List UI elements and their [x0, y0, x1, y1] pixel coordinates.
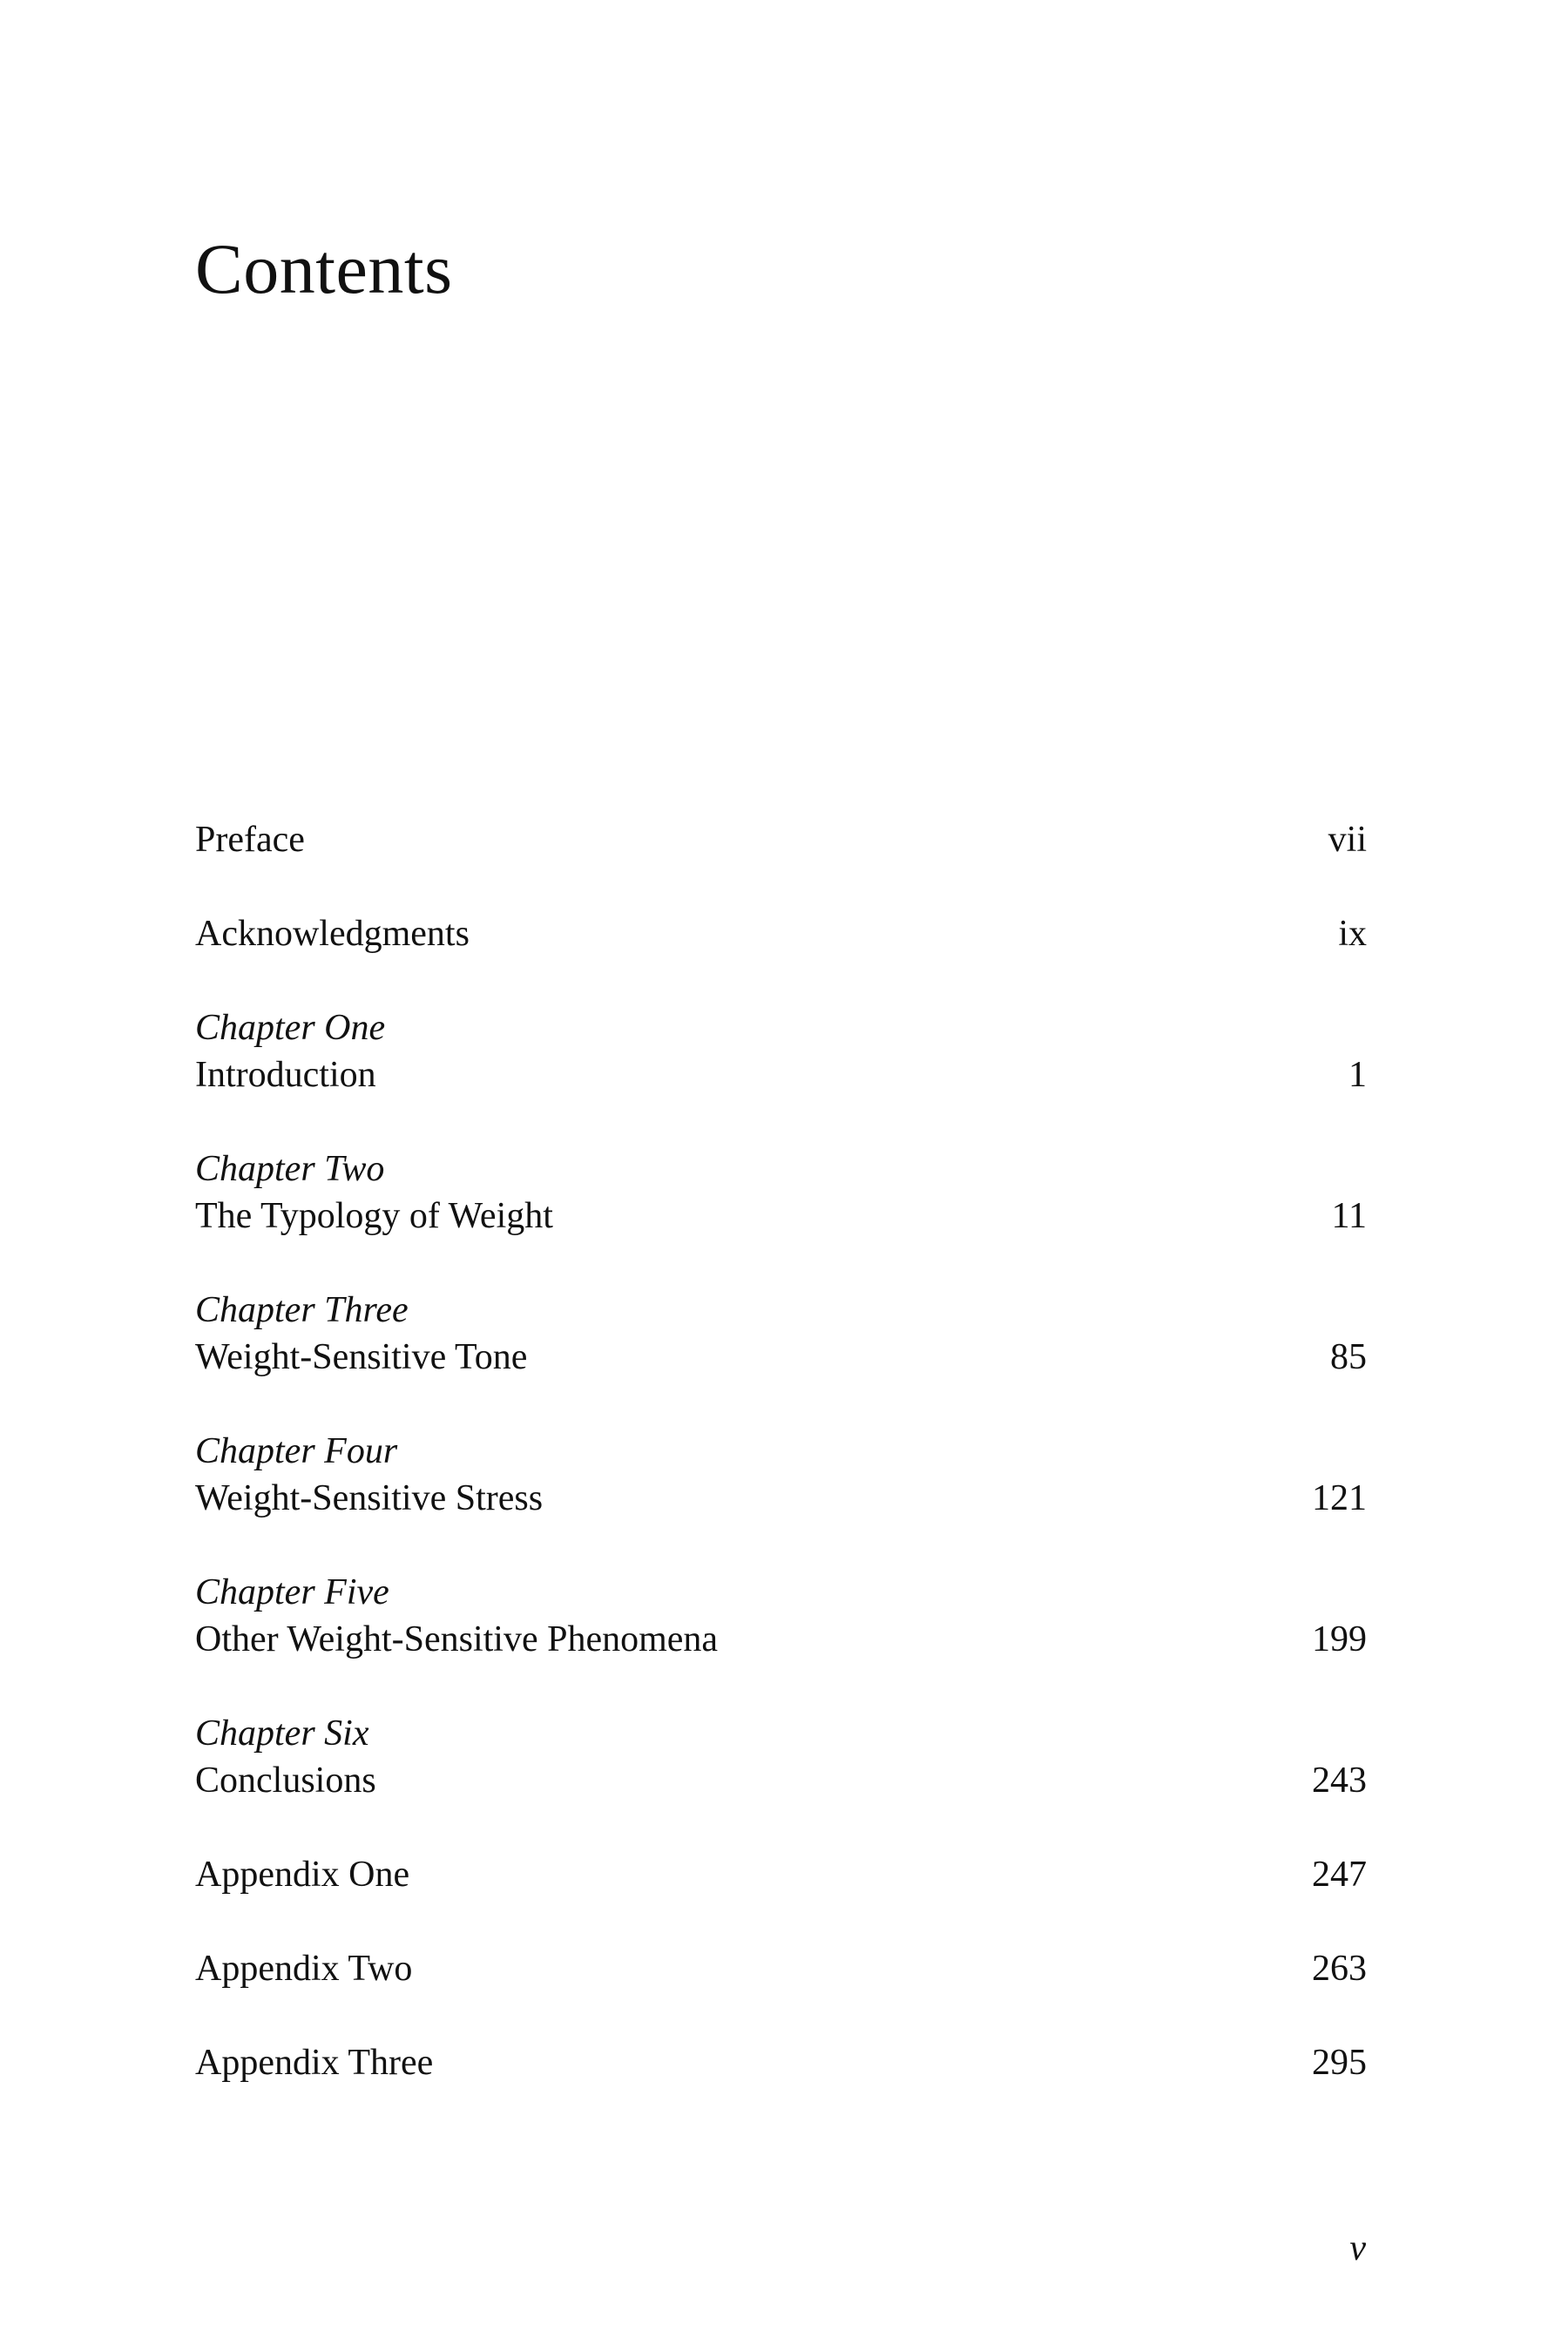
toc-entry-page-number: 11 — [1331, 1196, 1367, 1236]
page-folio: v — [1349, 2228, 1366, 2268]
toc-entry-page-number: 263 — [1312, 1949, 1367, 1989]
toc-entry-chapter-label: Chapter Six — [195, 1713, 369, 1754]
toc-entry-line — [195, 1757, 1367, 1804]
toc-entry-chapter-label: Chapter Three — [195, 1290, 409, 1330]
toc-entry-appendix-two — [195, 1945, 1367, 1992]
toc-entry-chapter-label: Chapter Five — [195, 1572, 389, 1612]
toc-entry-line — [195, 816, 1367, 863]
toc-entry-line — [195, 910, 1367, 957]
toc-entry-line — [195, 1193, 1367, 1240]
toc-entry-title: Weight-Sensitive Stress — [195, 1478, 544, 1518]
toc-entry-title: Other Weight-Sensitive Phenomena — [195, 1619, 719, 1659]
toc-entry-title: Appendix Three — [195, 2043, 434, 2083]
toc-entry-page-number: 85 — [1330, 1337, 1367, 1377]
toc-entry-title: Acknowledgments — [195, 914, 470, 954]
toc-entry-chapter-five — [195, 1569, 1367, 1663]
toc-entry-line — [195, 1945, 1367, 1992]
toc-entry-appendix-three — [195, 2039, 1367, 2086]
toc-entry-page-number: 247 — [1312, 1855, 1367, 1895]
toc-entry-page-number: 295 — [1312, 2043, 1367, 2083]
toc-entry-title: Appendix Two — [195, 1949, 413, 1989]
toc-entry-preface — [195, 816, 1367, 863]
toc-entry-line — [195, 1851, 1367, 1898]
page-title: Contents — [195, 229, 453, 308]
toc-entry-title: The Typology of Weight — [195, 1196, 553, 1236]
toc-entry-page-number: vii — [1328, 820, 1367, 860]
toc-entry-title: Weight-Sensitive Tone — [195, 1337, 528, 1377]
toc-entry-acknowledgments — [195, 910, 1367, 957]
toc-entry-chapter-three — [195, 1287, 1367, 1381]
toc-entry-chapter-label: Chapter Two — [195, 1149, 385, 1189]
toc-entry-page-number: ix — [1338, 914, 1367, 954]
toc-entry-page-number: 243 — [1312, 1761, 1367, 1801]
toc-entry-title: Conclusions — [195, 1761, 376, 1801]
toc-entry-line — [195, 1334, 1367, 1381]
toc-entry-chapter-one — [195, 1004, 1367, 1098]
table-of-contents — [195, 816, 1367, 2086]
toc-entry-line — [195, 1616, 1367, 1663]
toc-entry-chapter-label: Chapter Four — [195, 1431, 398, 1471]
toc-entry-chapter-label: Chapter One — [195, 1008, 386, 1048]
toc-entry-chapter-two — [195, 1146, 1367, 1240]
toc-entry-line — [195, 1051, 1367, 1098]
toc-entry-title: Appendix One — [195, 1855, 410, 1895]
toc-entry-page-number: 121 — [1312, 1478, 1367, 1518]
toc-entry-title: Introduction — [195, 1055, 376, 1095]
toc-entry-line — [195, 2039, 1367, 2086]
toc-entry-chapter-six — [195, 1710, 1367, 1804]
toc-entry-page-number: 199 — [1312, 1619, 1367, 1659]
toc-entry-page-number: 1 — [1348, 1055, 1367, 1095]
toc-entry-line — [195, 1475, 1367, 1522]
toc-entry-appendix-one — [195, 1851, 1367, 1898]
toc-entry-chapter-four — [195, 1428, 1367, 1522]
toc-entry-title: Preface — [195, 820, 305, 860]
